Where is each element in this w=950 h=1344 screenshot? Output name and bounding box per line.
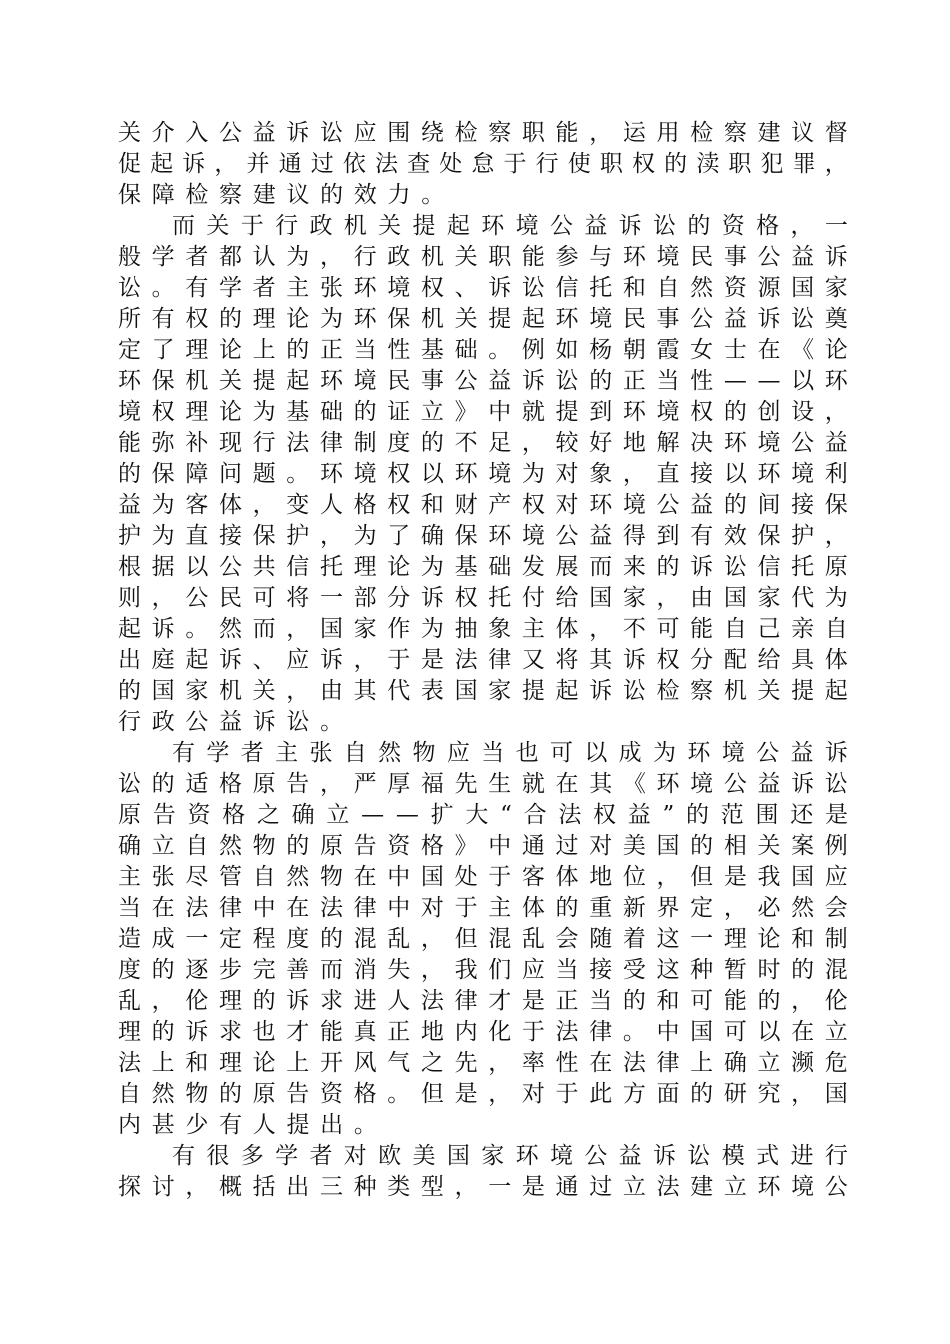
text-line: 境 权 理 论 为 基 础 的 证 立 》 中 就 提 到 环 境 权 的 创 设 ， bbox=[118, 399, 848, 425]
text-line: 讼 的 适 格 原 告 ， 严 厚 福 先 生 就 在 其 《 环 境 公 益 诉 讼 bbox=[118, 771, 848, 797]
text-line: 确 立 自 然 物 的 原 告 资 格 》 中 通 过 对 美 国 的 相 关 案 例 bbox=[118, 833, 848, 859]
text-line: 则 ， 公 民 可 将 一 部 分 诉 权 托 付 给 国 家 ， 由 国 家 代 为 bbox=[118, 585, 848, 611]
text-line: 能 弥 补 现 行 法 律 制 度 的 不 足 ， 较 好 地 解 决 环 境 公 益 bbox=[118, 430, 848, 456]
text-line: 探 讨 ， 概 括 出 三 种 类 型 ， 一 是 通 过 立 法 建 立 环 境 公 bbox=[118, 1174, 848, 1200]
text-line: 原 告 资 格 之 确 立 — — 扩 大 “ 合 法 权 益 ” 的 范 围 还 是 bbox=[118, 802, 848, 828]
paragraph-para-2 bbox=[118, 211, 848, 738]
text-line: 护 为 直 接 保 护 ， 为 了 确 保 环 境 公 益 得 到 有 效 保 护 ， bbox=[118, 523, 848, 549]
document-body bbox=[118, 118, 848, 1203]
text-line: 乱 ， 伦 理 的 诉 求 进 人 法 律 才 是 正 当 的 和 可 能 的 ， 伦 bbox=[118, 988, 848, 1014]
text-line: 环 保 机 关 提 起 环 境 民 事 公 益 诉 讼 的 正 当 性 — — 以 环 bbox=[118, 368, 848, 394]
text-line: 关 介 入 公 益 诉 讼 应 围 绕 检 察 职 能 ， 运 用 检 察 建 议 督 bbox=[118, 120, 848, 146]
text-line: 起 诉 。 然 而 ， 国 家 作 为 抽 象 主 体 ， 不 可 能 自 己 亲 自 bbox=[118, 616, 848, 642]
text-line: 而 关 于 行 政 机 关 提 起 环 境 公 益 诉 讼 的 资 格 ， 一 bbox=[172, 213, 848, 239]
text-line: 讼 。 有 学 者 主 张 环 境 权 、 诉 讼 信 托 和 自 然 资 源 国 家 bbox=[118, 275, 848, 301]
text-line: 般 学 者 都 认 为 ， 行 政 机 关 职 能 参 与 环 境 民 事 公 益 诉 bbox=[118, 244, 848, 270]
text-line: 出 庭 起 诉 、 应 诉 ， 于 是 法 律 又 将 其 诉 权 分 配 给 具 体 bbox=[118, 647, 848, 673]
text-line: 当 在 法 律 中 在 法 律 中 对 于 主 体 的 重 新 界 定 ， 必 然 会 bbox=[118, 895, 848, 921]
text-line: 造 成 一 定 程 度 的 混 乱 ， 但 混 乱 会 随 着 这 一 理 论 和 制 bbox=[118, 926, 848, 952]
text-line: 理 的 诉 求 也 才 能 真 正 地 内 化 于 法 律 。 中 国 可 以 在 立 bbox=[118, 1019, 848, 1045]
text-line: 有 学 者 主 张 自 然 物 应 当 也 可 以 成 为 环 境 公 益 诉 bbox=[172, 740, 848, 766]
text-line: 定 了 理 论 上 的 正 当 性 基 础 。 例 如 杨 朝 霞 女 士 在 《 论 bbox=[118, 337, 848, 363]
text-line: 保 障 检 察 建 议 的 效 力 。 bbox=[118, 182, 445, 208]
text-line: 度 的 逐 步 完 善 而 消 失 ， 我 们 应 当 接 受 这 种 暂 时 的 混 bbox=[118, 957, 848, 983]
text-line: 益 为 客 体 ， 变 人 格 权 和 财 产 权 对 环 境 公 益 的 间 接 保 bbox=[118, 492, 848, 518]
text-line: 的 保 障 问 题 。 环 境 权 以 环 境 为 对 象 ， 直 接 以 环 境 利 bbox=[118, 461, 848, 487]
paragraph-para-4 bbox=[118, 1141, 848, 1203]
text-line: 行 政 公 益 诉 讼 。 bbox=[118, 709, 344, 735]
paragraph-para-3 bbox=[118, 738, 848, 1141]
text-line: 内 甚 少 有 人 提 出 。 bbox=[118, 1112, 377, 1138]
text-line: 所 有 权 的 理 论 为 环 保 机 关 提 起 环 境 民 事 公 益 诉 讼 奠 bbox=[118, 306, 848, 332]
paragraph-para-1-continuation bbox=[118, 118, 848, 211]
text-line: 自 然 物 的 原 告 资 格 。 但 是 ， 对 于 此 方 面 的 研 究 ， 国 bbox=[118, 1081, 848, 1107]
text-line: 的 国 家 机 关 ， 由 其 代 表 国 家 提 起 诉 讼 检 察 机 关 提 起 bbox=[118, 678, 848, 704]
text-line: 根 据 以 公 共 信 托 理 论 为 基 础 发 展 而 来 的 诉 讼 信 托 原 bbox=[118, 554, 848, 580]
text-line: 有 很 多 学 者 对 欧 美 国 家 环 境 公 益 诉 讼 模 式 进 行 bbox=[172, 1143, 848, 1169]
text-line: 法 上 和 理 论 上 开 风 气 之 先 ， 率 性 在 法 律 上 确 立 濒 危 bbox=[118, 1050, 848, 1076]
text-line: 主 张 尽 管 自 然 物 在 中 国 处 于 客 体 地 位 ， 但 是 我 国 应 bbox=[118, 864, 848, 890]
text-line: 促 起 诉 ， 并 通 过 依 法 查 处 怠 于 行 使 职 权 的 渎 职 犯 罪 ， bbox=[118, 151, 848, 177]
